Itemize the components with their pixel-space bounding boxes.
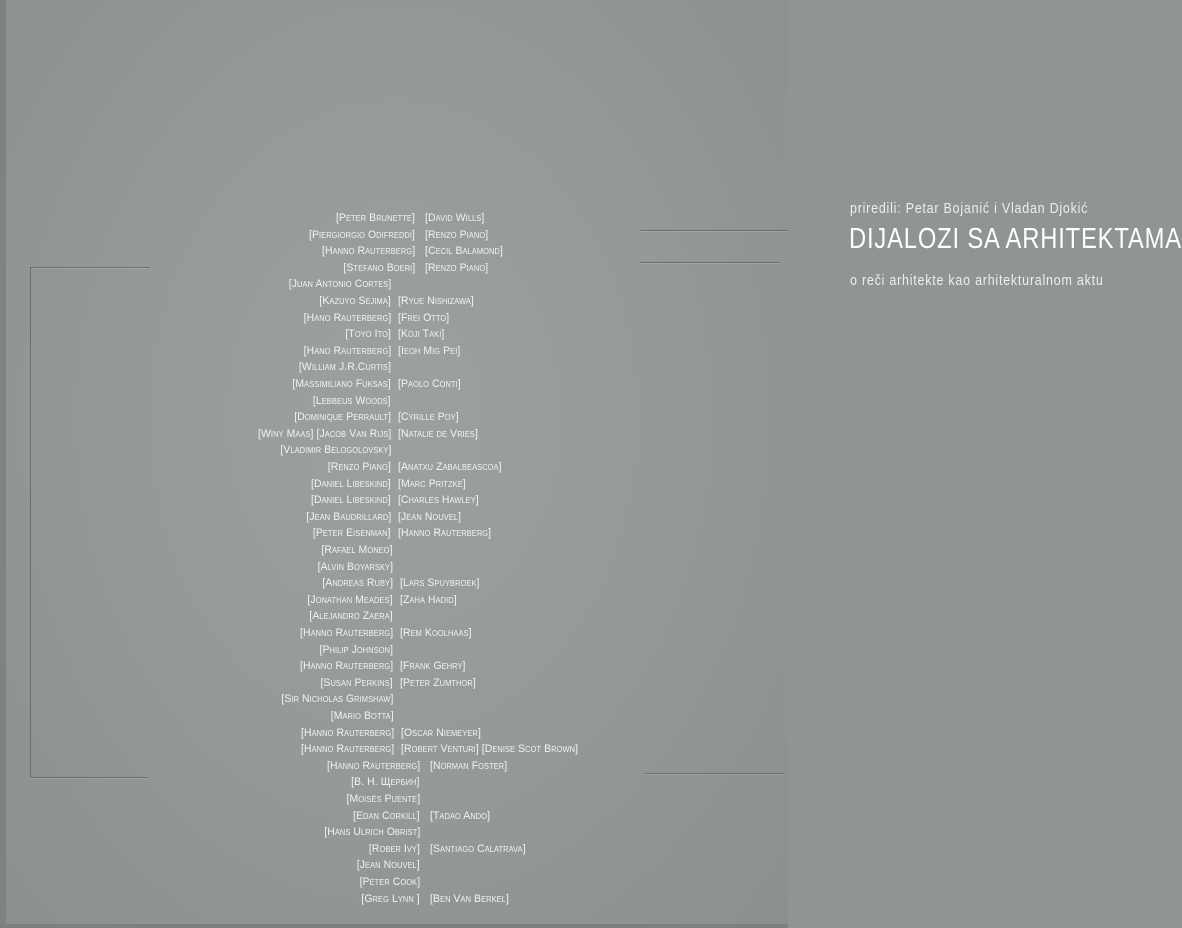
dialogue-right-name: [Frank Gehry] (400, 660, 466, 673)
dialogue-right-name: [Norman Foster] (430, 759, 508, 772)
dialogue-right-name: [Tadao Ando] (430, 809, 491, 822)
dialogue-left-name: [Stefano Boeri] (343, 261, 415, 274)
dialogue-left-name: [Hans Ulrich Obrist] (323, 826, 420, 839)
dialogue-left-name: [Massimiliano Fuksas] (292, 378, 391, 390)
dialogue-left-name: [Greg Lynn ] (361, 892, 420, 905)
dialogue-left-name: [Philip Johnson] (319, 643, 393, 656)
dialogue-right-name: [Robert Venturi] [Denise Scot Brown] (401, 743, 579, 756)
dialogue-left-name: [Hanno Rauterberg] (326, 759, 420, 772)
dialogue-right-name: [Charles Hawley] (398, 494, 479, 507)
dialogue-left-name: [Jonathan Meades] (307, 593, 393, 606)
dialogue-left-name: [William J.R.Curtis] (298, 361, 391, 374)
dialogue-left-name: [Jean Baudrillard] (306, 510, 391, 523)
dialogue-left-name: [Rafael Moneo] (321, 544, 393, 556)
dialogue-right-name: [Hanno Rauterberg] (398, 527, 492, 540)
dialogue-right-name: [Cyrille Poy] (398, 411, 459, 424)
dialogue-left-name: [Jean Nouvel] (356, 859, 420, 872)
dialogue-left-name: [Hanno Rauterberg] (300, 743, 394, 756)
dialogue-right-name: [Ryue Nishizawa] (398, 295, 474, 307)
dialogue-right-name: [Anatxu Zabalbeascoa] (398, 461, 502, 473)
dialogue-right-name: [Cecil Balamond] (425, 245, 503, 258)
dialogue-left-name: [Winy Maas] [Jacob Van Rijs] (257, 427, 391, 440)
dialogue-left-name: [Andreas Ruby] (322, 577, 393, 590)
dialogue-right-name: [Zaha Hadid] (400, 593, 457, 606)
dialogue-right-name: [Rem Koolhaas] (400, 627, 472, 639)
dialogue-right-name: [Ben Van Berkel] (430, 892, 509, 905)
dialogue-right-name: [David Wills] (425, 212, 485, 224)
dialogue-left-name: [Daniel Libeskind] (311, 477, 391, 490)
dialogue-left-name: [Mario Botta] (331, 710, 394, 722)
dialogue-left-name: [Renzo Piano] (327, 461, 391, 473)
dialogue-left-name: [В. Н. Щербин] (351, 776, 420, 789)
dialogue-right-name: [Paolo Conti] (398, 378, 461, 390)
dialogue-left-name: [Sir Nicholas Grimshaw] (280, 693, 393, 706)
dialogue-left-name: [Hanno Rauterberg] (299, 660, 393, 673)
dialogue-left-name: [Peter Cook] (359, 876, 420, 888)
dialogue-left-name: [Kazuyo Sejima] (319, 295, 391, 307)
book-subtitle: o reči arhitekte kao arhitekturalnom aktu (850, 273, 1104, 289)
dialogue-right-name: [Frei Otto] (398, 311, 450, 324)
book-title: DIJALOZI SA ARHITEKTAMA (849, 223, 1182, 255)
dialogue-right-name: [Lars Spuybroek] (400, 577, 480, 590)
dialogue-left-name: [Moisés Puente] (346, 793, 420, 805)
dialogue-right-name: [Santiago Calatrava] (430, 842, 526, 855)
dialogue-left-name: [Hanno Rauterberg] (300, 726, 394, 739)
dialogue-left-name: [Lebbeus Woods] (313, 394, 391, 407)
dialogue-left-name: [Vladimir Belogolovsky] (279, 444, 391, 457)
dialogue-left-name: [Hanno Rauterberg] (299, 627, 393, 639)
dialogue-left-name: [Alejandro Zaera] (309, 610, 393, 623)
dialogue-right-name: [Koji Taki] (398, 328, 445, 341)
dialogue-left-name: [Juan Antonio Cortes] (288, 278, 391, 291)
dialogue-right-name: [Renzo Piano] (425, 261, 489, 274)
dialogue-left-name: [Peter Eisenman] (313, 527, 391, 540)
dialogue-right-name: [Oscar Niemeyer] (401, 726, 481, 739)
dialogue-left-name: [Rober Ivy] (368, 842, 420, 855)
dialogue-left-name: [Peter Brunette] (335, 212, 415, 224)
dialogue-right-name: [Jean Nouvel] (398, 510, 462, 523)
dialogue-left-name: [Toyo Ito] (345, 328, 391, 341)
dialogue-left-name: [Dominique Perrault] (294, 411, 391, 424)
dialogue-right-name: [Marc Pritzke] (398, 477, 466, 490)
dialogue-left-name: [Hanno Rauterberg] (321, 245, 415, 258)
dialogue-left-name: [Edan Corkill] (353, 809, 420, 822)
editors-line: priredili: Petar Bojanić i Vladan Djokić (850, 201, 1089, 217)
dialogue-left-name: [Hano Rauterberg] (303, 311, 391, 324)
dialogue-left-name: [Daniel Libeskind] (311, 494, 391, 507)
dialogue-right-name: [Renzo Piano] (425, 228, 489, 241)
dialogue-left-name: [Hano Rauterberg] (303, 344, 391, 357)
dialogue-right-name: [Natalie de Vries] (398, 427, 478, 440)
dialogue-right-name: [Ieoh Mig Pei] (398, 344, 461, 357)
dialogue-left-name: [Piergiorgio Odifreddi] (308, 228, 415, 241)
dialogue-left-name: [Alvin Boyarsky] (317, 560, 393, 573)
dialogue-left-name: [Susan Perkins] (320, 676, 393, 689)
dialogue-right-name: [Peter Zumthor] (400, 676, 476, 689)
